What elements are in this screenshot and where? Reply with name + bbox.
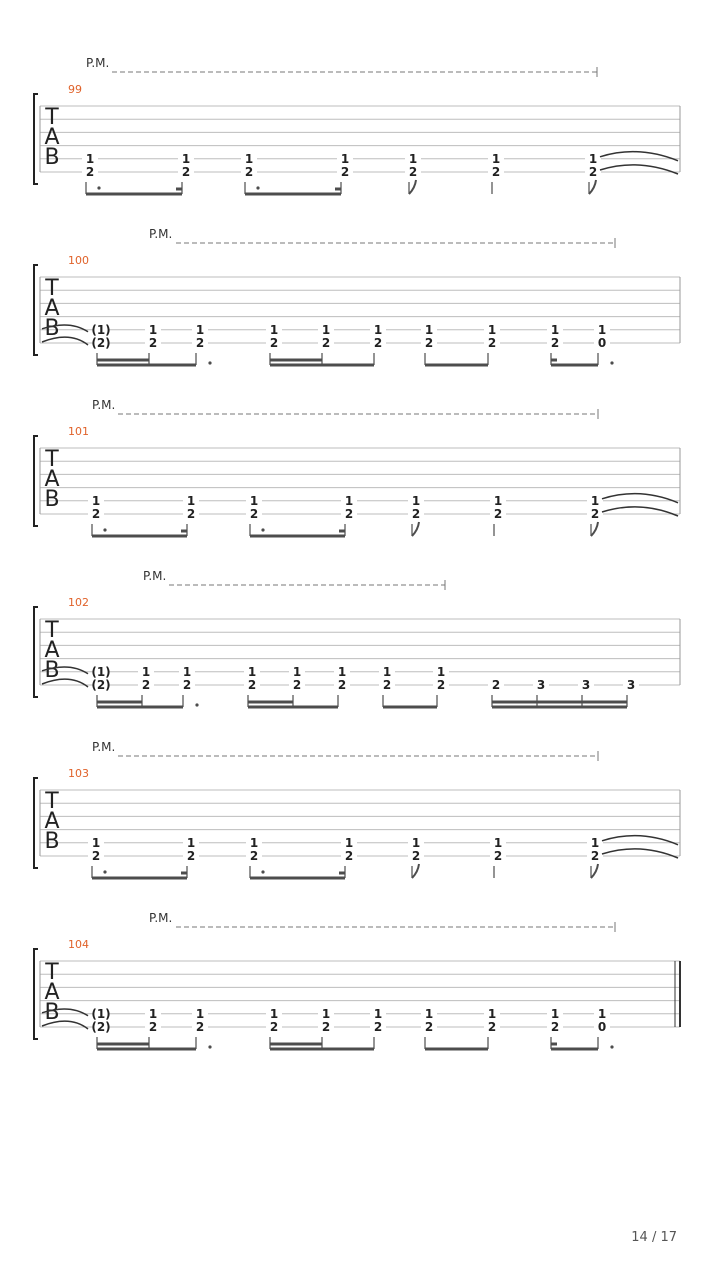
system-bracket [34,607,38,697]
tab-clef-letter: A [44,809,60,834]
measure-number: 104 [68,938,89,951]
fret-number: 1 [487,322,497,337]
fret-number: 2 [249,849,259,863]
duration-dot [195,703,198,706]
fret-number: 2 [588,165,598,179]
tab-system [34,56,680,194]
fret-number: 1 [181,151,191,166]
fret-number: 2 [493,849,503,863]
tab-system [34,227,680,365]
fret-number: 1 [411,493,421,508]
fret-number: 2 [487,1020,497,1034]
fret-number: 1 [186,835,196,850]
palm-mute-label: P.M. [86,56,110,70]
fret-number: 1 [424,1006,434,1021]
fret-number: 2 [186,507,196,521]
fret-number: 1 [249,493,259,508]
palm-mute-label: P.M. [143,569,167,583]
tab-clef-letter: B [44,145,60,170]
fret-number: 2 [550,1020,560,1034]
fret-number: 1 [340,151,350,166]
fret-number: 2 [148,336,158,350]
tie-arc-out [602,494,678,503]
duration-dot [208,361,211,364]
fret-number: 1 [588,151,598,166]
note-flag [589,180,596,194]
fret-number: 1 [195,1006,205,1021]
fret-number: 1 [590,493,600,508]
tab-clef-letter: B [44,316,60,341]
fret-number: 1 [148,1006,158,1021]
note-flag [412,522,419,536]
fret-number: 2 [186,849,196,863]
fret-number: 1 [550,322,560,337]
palm-mute-label: P.M. [149,911,173,925]
tie-arc-out [602,507,678,516]
fret-number: 2 [195,336,205,350]
measure-number: 102 [68,596,89,609]
palm-mute-label: P.M. [92,740,116,754]
measure-number: 103 [68,767,89,780]
system-bracket [34,265,38,355]
fret-number: 2 [249,507,259,521]
fret-number: 2 [321,336,331,350]
fret-number: 2 [590,507,600,521]
fret-number: (2) [91,1020,111,1034]
tab-system [34,740,680,878]
tab-clef-letter: A [44,125,60,150]
fret-number: 2 [269,336,279,350]
fret-number: 1 [436,664,446,679]
fret-number: 2 [382,678,392,692]
tab-clef-letter: B [44,829,60,854]
fret-number: 2 [91,849,101,863]
tab-clef-letter: B [44,658,60,683]
fret-number: 2 [491,165,501,179]
fret-number: (1) [91,322,111,337]
fret-number: 1 [321,322,331,337]
tie-arc-out [600,165,678,174]
fret-number: 2 [408,165,418,179]
fret-number: (1) [91,1006,111,1021]
fret-number: 2 [590,849,600,863]
fret-number: 1 [373,322,383,337]
system-bracket [34,778,38,868]
tab-clef-letter: T [45,960,59,985]
duration-dot [256,186,259,189]
fret-number: 2 [373,336,383,350]
fret-number: 2 [340,165,350,179]
duration-dot [261,870,264,873]
fret-number: 2 [269,1020,279,1034]
tab-clef-letter: B [44,487,60,512]
fret-number: 3 [626,678,636,692]
fret-number: 1 [141,664,151,679]
fret-number: 2 [292,678,302,692]
fret-number: 2 [91,507,101,521]
tie-arc-out [602,849,678,858]
fret-number: 2 [493,507,503,521]
fret-number: 1 [292,664,302,679]
tab-clef-letter: T [45,618,59,643]
fret-number: 2 [85,165,95,179]
tab-system [34,569,680,707]
fret-number: 2 [321,1020,331,1034]
system-bracket [34,436,38,526]
fret-number: 1 [195,322,205,337]
fret-number: 1 [491,151,501,166]
fret-number: 1 [269,322,279,337]
system-bracket [34,949,38,1039]
fret-number: 2 [182,678,192,692]
fret-number: 2 [141,678,151,692]
fret-number: 1 [550,1006,560,1021]
tie-arc-out [600,152,678,161]
fret-number: 1 [337,664,347,679]
note-flag [409,180,416,194]
fret-number: 0 [597,1020,607,1034]
measure-number: 99 [68,83,82,96]
tie-arc-out [602,836,678,845]
fret-number: 1 [424,322,434,337]
fret-number: (1) [91,664,111,679]
note-flag [412,864,419,878]
fret-number: 1 [487,1006,497,1021]
fret-number: 3 [581,678,591,692]
fret-number: (2) [91,678,111,692]
tab-clef-letter: T [45,789,59,814]
tab-clef-letter: T [45,447,59,472]
measure-number: 101 [68,425,89,438]
page-counter: 14 / 17 [631,1230,677,1245]
tab-clef-letter: T [45,276,59,301]
tab-clef-letter: B [44,1000,60,1025]
fret-number: 2 [424,336,434,350]
duration-dot [103,528,106,531]
fret-number: 2 [411,507,421,521]
fret-number: 1 [493,493,503,508]
fret-number: 1 [182,664,192,679]
fret-number: 1 [408,151,418,166]
duration-dot [97,186,100,189]
note-flag [591,522,598,536]
fret-number: 1 [249,835,259,850]
fret-number: (2) [91,336,111,350]
fret-number: 2 [373,1020,383,1034]
tab-clef-letter: A [44,296,60,321]
tab-clef-letter: T [45,105,59,130]
fret-number: 2 [337,678,347,692]
fret-number: 2 [436,678,446,692]
measure-number: 100 [68,254,89,267]
fret-number: 1 [85,151,95,166]
fret-number: 1 [186,493,196,508]
fret-number: 1 [244,151,254,166]
fret-number: 2 [247,678,257,692]
duration-dot [208,1045,211,1048]
palm-mute-label: P.M. [149,227,173,241]
tab-clef-letter: A [44,467,60,492]
fret-number: 1 [597,1006,607,1021]
fret-number: 1 [344,835,354,850]
fret-number: 1 [91,493,101,508]
fret-number: 1 [344,493,354,508]
fret-number: 1 [247,664,257,679]
fret-number: 0 [597,336,607,350]
duration-dot [610,1045,613,1048]
fret-number: 1 [91,835,101,850]
fret-number: 2 [148,1020,158,1034]
fret-number: 2 [181,165,191,179]
fret-number: 2 [344,507,354,521]
fret-number: 2 [195,1020,205,1034]
duration-dot [261,528,264,531]
tab-system [34,398,680,536]
tab-clef-letter: A [44,638,60,663]
tab-system [34,911,680,1049]
fret-number: 2 [411,849,421,863]
fret-number: 2 [487,336,497,350]
fret-number: 1 [148,322,158,337]
fret-number: 2 [244,165,254,179]
fret-number: 1 [597,322,607,337]
fret-number: 2 [550,336,560,350]
fret-number: 2 [344,849,354,863]
fret-number: 1 [321,1006,331,1021]
fret-number: 1 [590,835,600,850]
fret-number: 1 [493,835,503,850]
fret-number: 3 [536,678,546,692]
fret-number: 1 [373,1006,383,1021]
fret-number: 1 [269,1006,279,1021]
fret-number: 2 [491,678,501,692]
duration-dot [610,361,613,364]
duration-dot [103,870,106,873]
palm-mute-label: P.M. [92,398,116,412]
fret-number: 1 [382,664,392,679]
fret-number: 2 [424,1020,434,1034]
fret-number: 1 [411,835,421,850]
system-bracket [34,94,38,184]
note-flag [591,864,598,878]
tab-clef-letter: A [44,980,60,1005]
